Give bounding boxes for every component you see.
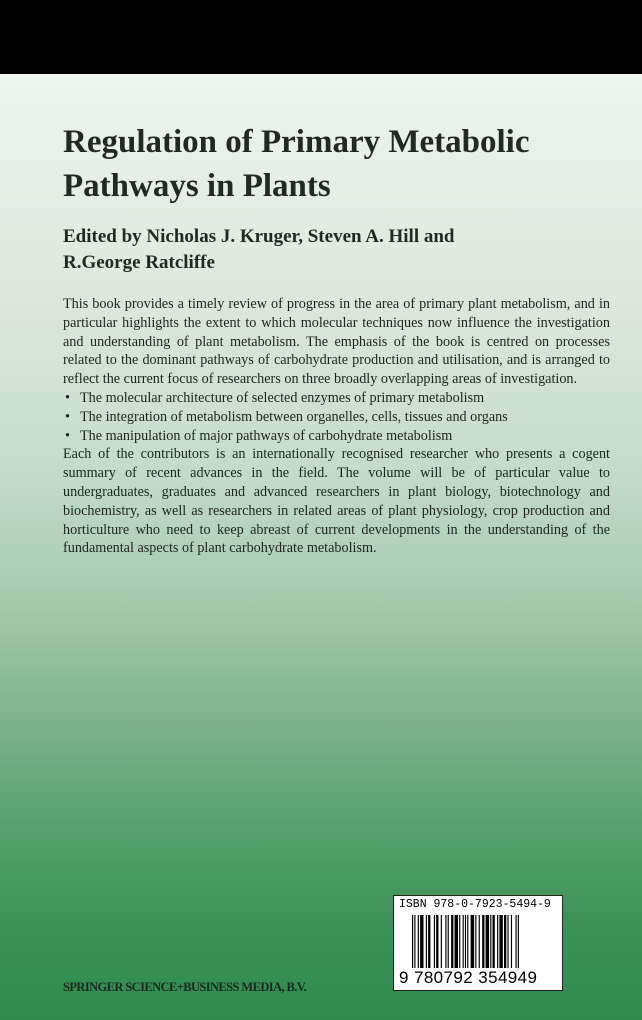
barcode-bar	[418, 915, 419, 969]
barcode-bar	[507, 915, 508, 969]
barcode-bar	[497, 915, 498, 969]
blurb	[63, 295, 610, 558]
editors-line-2: R.George Ratcliffe	[63, 252, 215, 273]
publisher-imprint: SPRINGER SCIENCE+BUSINESS MEDIA, B.V.	[63, 980, 307, 994]
barcode-bar	[475, 915, 476, 969]
barcode-bar	[428, 915, 430, 969]
barcode-bar	[463, 915, 464, 969]
barcode-bar	[434, 915, 435, 969]
barcode-bar	[482, 915, 484, 969]
editors-credit	[63, 224, 623, 276]
barcode-bar	[441, 915, 442, 969]
topic-item: • The integration of metabolism between organelles, cells, tissues and organs	[63, 408, 610, 427]
title-line-1: Regulation of Primary Metabolic	[63, 124, 530, 160]
barcode-bar	[459, 915, 460, 969]
barcode-bar	[479, 915, 480, 969]
barcode-bar	[516, 915, 517, 969]
ean-digits: 9 780792 354949	[399, 968, 538, 987]
blurb-intro: This book provides a timely review of progress in the area of primary plant metabolism, and in particular highlights the extent to which molecular techniques now influence the investigation and understanding of plant metabolism. The emphasis of the book is centred on processes related to the dominant pathways of carbohydrate production and utilisation, and is arranged to reflect the current focus of researchers on three broadly overlapping areas of investigation.	[63, 296, 610, 388]
barcode-bar	[455, 915, 458, 969]
title-line-2: Pathways in Plants	[63, 168, 331, 204]
barcode-bar	[504, 915, 506, 969]
barcode-bar	[451, 915, 453, 969]
barcode-bar	[426, 915, 427, 969]
topic-item: • The molecular architecture of selected enzymes of primary metabolism	[63, 389, 610, 408]
topic-item: • The manipulation of major pathways of carbohydrate metabolism	[63, 427, 610, 446]
barcode-bar	[471, 915, 474, 969]
isbn-label: ISBN 978-0-7923-5494-9	[399, 898, 551, 911]
barcode-bar	[436, 915, 438, 969]
top-black-band	[0, 0, 642, 74]
barcode-bar	[499, 915, 502, 969]
isbn-barcode	[393, 895, 563, 991]
barcode-bar	[445, 915, 446, 969]
editors-line-1: Edited by Nicholas J. Kruger, Steven A. Hill and	[63, 226, 455, 247]
book-title	[63, 120, 623, 208]
barcode-bar	[486, 915, 489, 969]
barcode-bar	[490, 915, 491, 969]
barcode-bar	[420, 915, 423, 969]
barcode-bar	[511, 915, 512, 969]
barcode-bar	[448, 915, 449, 969]
topic-list	[63, 389, 610, 445]
barcode-bar	[467, 915, 468, 969]
barcode-bar	[493, 915, 495, 969]
blurb-closing: Each of the contributors is an internationally recognised researcher who presents a cogent summary of recent advances in the field. The volume will be of particular value to undergraduates, graduates and advanced researchers in plant biology, biotechnology and biochemistry, as well as researchers in related areas of plant physiology, crop production and horticulture who need to keep abreast of current developments in the understanding of the fundamental aspects of plant carbohydrate metabolism.	[63, 446, 610, 557]
